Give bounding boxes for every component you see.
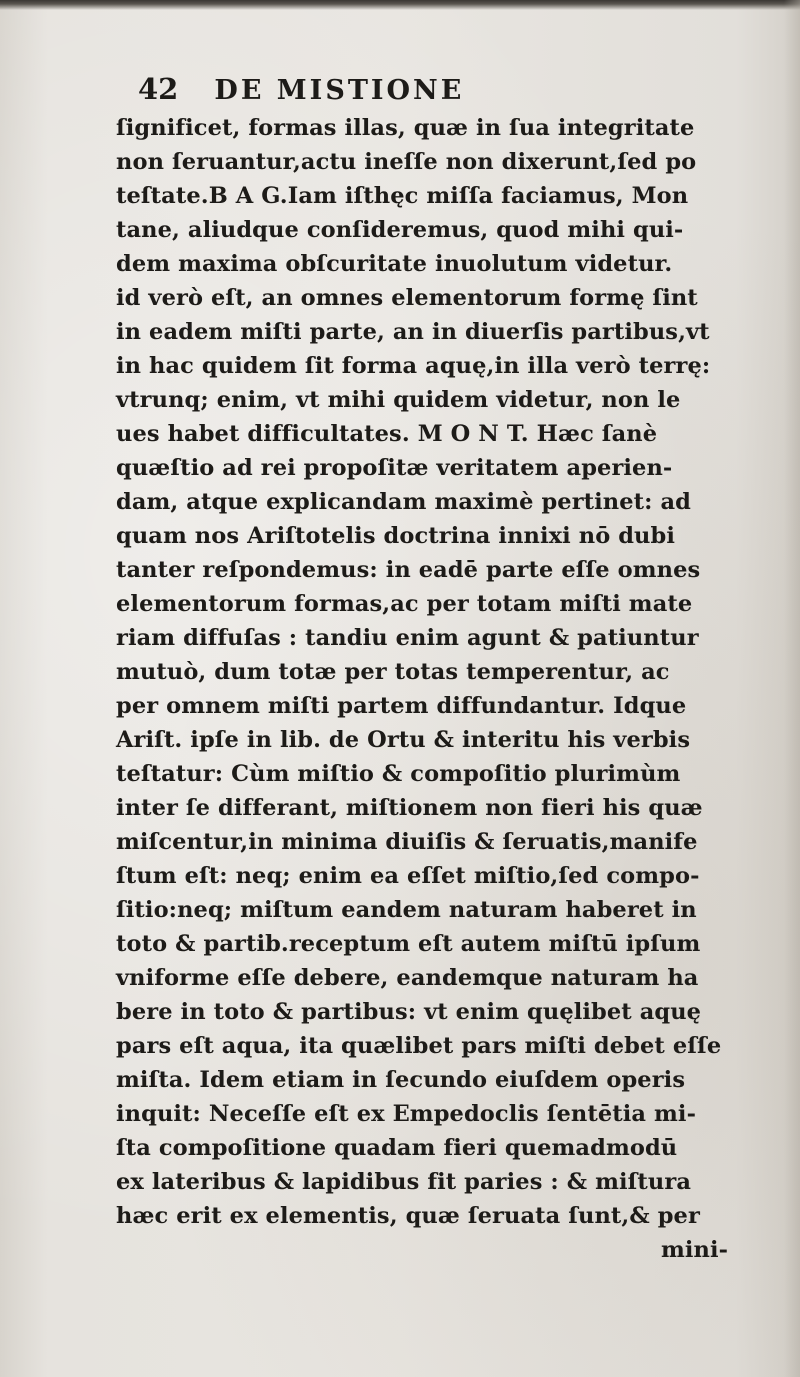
text-line: ſta compoſitione quadam fieri quemadmodū [116,1135,678,1161]
text-line: dam, atque explicandam maximè pertinet: ad [116,489,692,515]
text-line: dem maxima obſcuritate inuolutum videtur. [116,251,673,277]
text-line: vtrunq; enim, vt mihi quidem videtur, non le [116,387,681,413]
text-line: ex lateribus & lapidibus fit paries : & miſtura [116,1169,691,1195]
text-line: ſtum eſt: neq; enim ea eſſet miſtio,ſed compo- [116,863,700,889]
text-line: ſignificet, formas illas, quæ in ſua integritate [116,115,695,141]
text-line: elementorum formas,ac per totam miſti mate [116,591,693,617]
text-line: ſitio:neq; miſtum eandem naturam haberet in [116,897,697,923]
page-number: 42 [138,72,179,106]
text-line: tane, aliudque conſideremus, quod mihi qui- [116,217,684,243]
running-head [138,72,658,106]
text-line: riam diffuſas : tandiu enim agunt & patiuntur [116,625,699,651]
text-line: id verò eſt, an omnes elementorum formę ſint [116,285,698,311]
text-line: miſcentur,in minima diuiſis & ſeruatis,manife [116,829,698,855]
text-line: tanter reſpondemus: in eadē parte eſſe omnes [116,557,701,583]
text-line: hæc erit ex elementis, quæ ſeruata ſunt,& per [116,1203,700,1229]
text-line: mutuò, dum totæ per totas temperentur, ac [116,659,670,685]
text-line: toto & partib.receptum eſt autem miſtū ipſum [116,931,701,957]
body-text [116,111,800,1267]
text-line: non ſeruantur,actu ineſſe non dixerunt,ſed po [116,149,697,175]
text-line: inquit: Neceſſe eſt ex Empedoclis ſentētia mi- [116,1101,697,1127]
text-line: teſtatur: Cùm miſtio & compoſitio plurimùm [116,761,681,787]
text-line: teſtate.B A G.Iam iſthęc miſſa faciamus, Mon [116,183,689,209]
text-line: quam nos Ariſtotelis doctrina innixi nō dubi [116,523,676,549]
page-top-edge-shadow [0,0,800,10]
text-line: vniforme eſſe debere, eandemque naturam ha [116,965,699,991]
text-line: in hac quidem ſit forma aquę,in illa verò terrę: [116,353,711,379]
text-line: pars eſt aqua, ita quælibet pars miſti debet eſſe [116,1033,722,1059]
text-line: quæſtio ad rei propoſitæ veritatem aperien- [116,455,673,481]
text-line: bere in toto & partibus: vt enim quęlibet aquę [116,999,702,1025]
text-line: ues habet difficultates. M O N T. Hæc ſanè [116,421,658,447]
catchword: mini- [661,1237,729,1263]
text-line: miſta. Idem etiam in ſecundo eiuſdem operis [116,1067,686,1093]
running-title: DE MISTIONE [214,75,465,106]
text-line: per omnem miſti partem diffundantur. Idque [116,693,687,719]
text-line: in eadem miſti parte, an in diuerſis partibus,vt [116,319,710,345]
text-line: inter ſe differant, miſtionem non fieri his quæ [116,795,703,821]
text-line: Ariſt. ipſe in lib. de Ortu & interitu his verbis [116,727,691,753]
